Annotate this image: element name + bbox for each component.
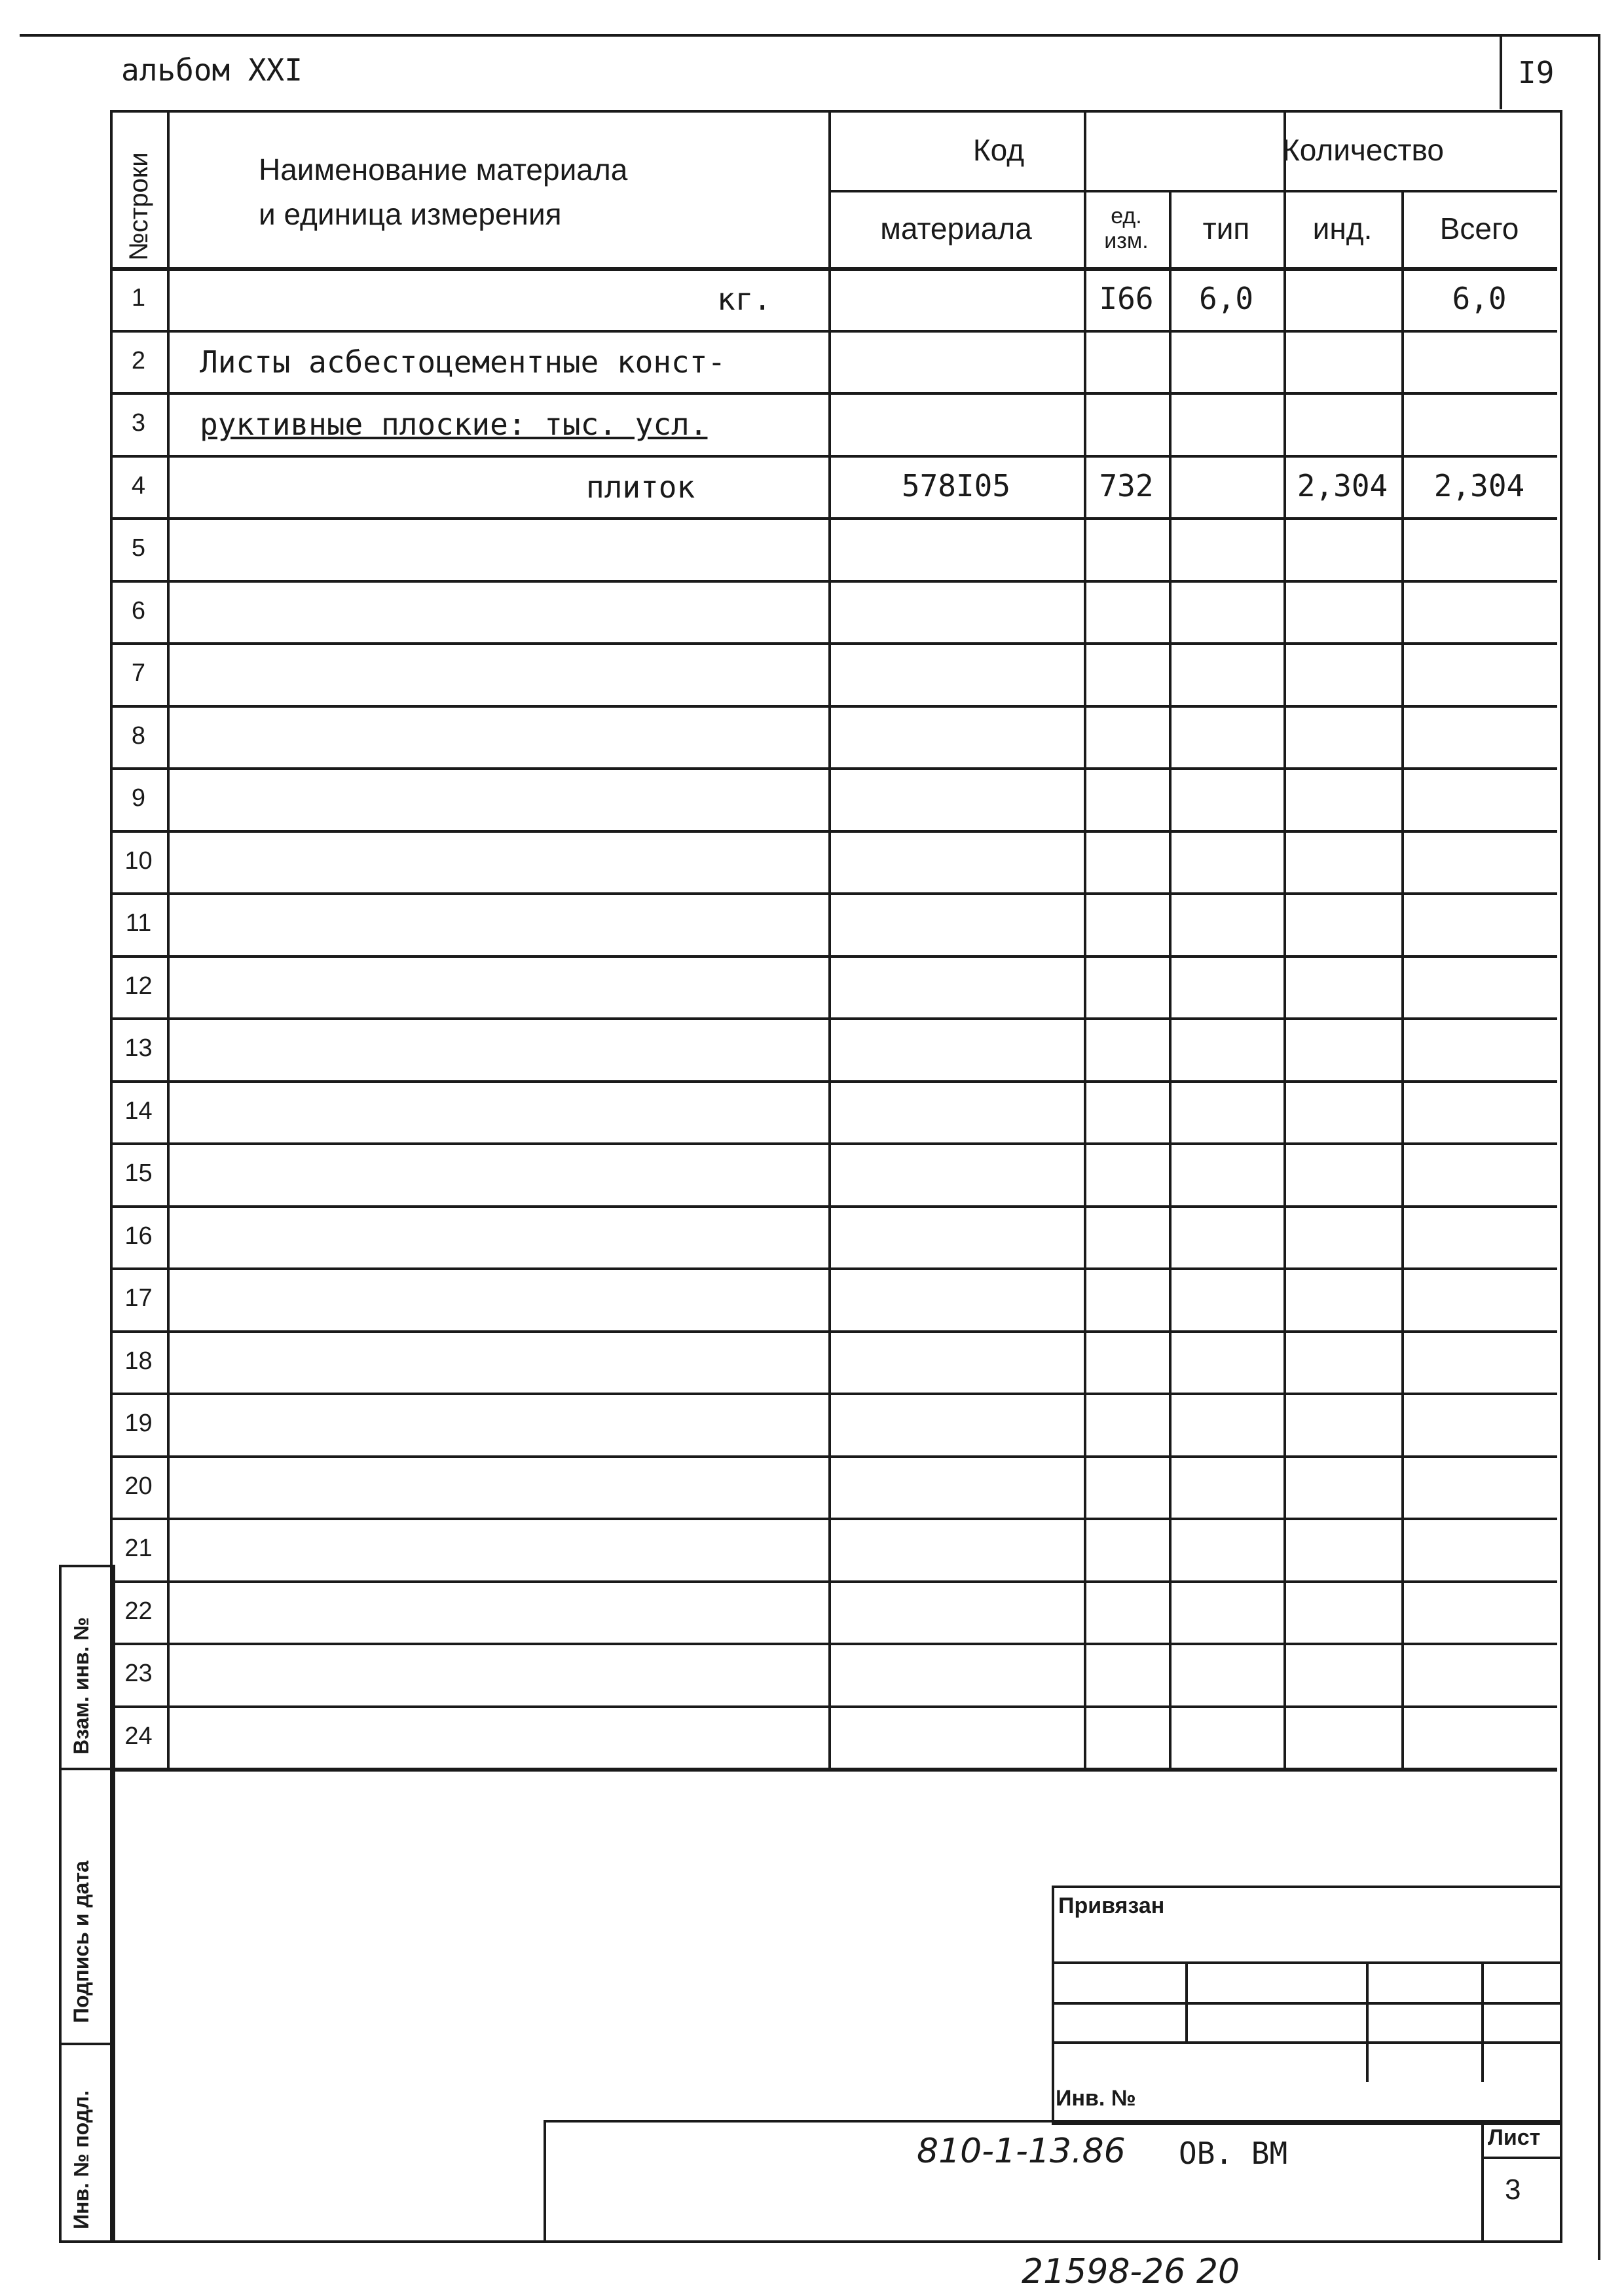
privyazan-label: Привязан [1058, 1893, 1165, 1918]
row-number: 4 [131, 471, 146, 500]
row-line [110, 1205, 1557, 1208]
row-number: 16 [124, 1222, 153, 1250]
side-stamp-divider-1 [59, 1768, 113, 1770]
row-line [110, 1017, 1557, 1020]
row-number: 11 [125, 909, 152, 938]
row-name: руктивные плоские: тыс. усл. [200, 407, 708, 442]
row-unit: 732 [1099, 468, 1154, 504]
row-line [110, 392, 1557, 395]
row-number: 1 [131, 284, 146, 312]
row-number: 12 [124, 972, 153, 1000]
table-col-line-4 [1169, 190, 1172, 1768]
row-number: 2 [131, 346, 146, 374]
row-line [110, 892, 1557, 895]
sheet-number: 3 [1505, 2174, 1521, 2206]
row-name: кг. [717, 282, 772, 317]
row-qty-type: 6,0 [1198, 280, 1254, 316]
header-code-material: материала [880, 211, 1032, 246]
row-line [110, 517, 1557, 520]
doc-suffix: ОВ. ВМ [1179, 2136, 1288, 2171]
row-number: 18 [124, 1347, 153, 1375]
row-line [110, 330, 1557, 333]
inv-no-label: Инв. № [1056, 2086, 1136, 2111]
row-number: 15 [124, 1159, 153, 1188]
table-col-line-6 [1401, 190, 1404, 1768]
row-number: 14 [124, 1097, 153, 1125]
sheet-label-divider [1481, 2157, 1560, 2159]
row-line [110, 830, 1557, 833]
top-border [20, 34, 1598, 37]
header-row-no: №строки [124, 152, 153, 261]
footer-number: 21598-26 20 [1022, 2252, 1240, 2291]
row-line [110, 1768, 1557, 1772]
header-bottom-line [110, 267, 1557, 271]
privyazan-col-3 [1481, 1961, 1484, 2082]
sheet-divider [1481, 2120, 1484, 2240]
privyazan-col-2 [1366, 1961, 1369, 2082]
row-number: 8 [131, 721, 146, 750]
row-number: 19 [124, 1410, 153, 1438]
page-number-divider [1500, 34, 1502, 109]
header-qty-total: Всего [1439, 211, 1519, 246]
row-line [110, 1643, 1557, 1645]
row-unit: I66 [1099, 280, 1154, 316]
row-line [110, 642, 1557, 645]
row-number: 9 [131, 784, 146, 812]
row-line [110, 1705, 1557, 1708]
header-quantity: Количество [1282, 133, 1445, 167]
row-line [110, 955, 1557, 958]
row-number: 6 [131, 596, 146, 625]
row-qty-total: 2,304 [1433, 468, 1525, 504]
row-line [110, 1455, 1557, 1458]
row-number: 20 [124, 1472, 153, 1500]
row-line [110, 705, 1557, 708]
header-code-unit: ед. изм. [1104, 204, 1149, 253]
row-line [110, 580, 1557, 583]
row-code: 578I05 [901, 468, 1011, 504]
album-title: альбом XXI [121, 52, 303, 88]
doc-code: 810-1-13.86 [917, 2132, 1126, 2171]
header-qty-type: тип [1202, 211, 1250, 246]
row-line [110, 1267, 1557, 1270]
row-qty-total: 6,0 [1452, 280, 1507, 316]
row-name: плиток [586, 469, 695, 505]
side-stamp-vzam: Взам. инв. № [69, 1617, 93, 1755]
row-number: 17 [124, 1285, 153, 1313]
row-number: 21 [124, 1535, 153, 1563]
row-number: 7 [131, 659, 146, 687]
right-margin-line [1598, 34, 1600, 2260]
row-line [110, 1330, 1557, 1333]
side-stamp-divider-2 [59, 2043, 113, 2045]
row-number: 10 [124, 847, 153, 875]
row-line [110, 1518, 1557, 1520]
row-number: 3 [131, 409, 146, 437]
row-number: 5 [131, 534, 146, 562]
row-line [110, 767, 1557, 770]
row-number: 22 [124, 1597, 153, 1625]
header-qty-ind: инд. [1312, 211, 1373, 246]
row-name: Листы асбестоцементные конст- [200, 344, 726, 380]
row-line [110, 1580, 1557, 1583]
side-stamp-inv-podl: Инв. № подл. [69, 2090, 93, 2229]
row-number: 13 [124, 1034, 153, 1063]
privyazan-col-1 [1185, 1961, 1188, 2044]
row-qty-ind: 2,304 [1297, 468, 1388, 504]
row-number: 24 [124, 1722, 153, 1750]
row-line [110, 1142, 1557, 1145]
header-code: Код [972, 133, 1025, 167]
header-name: Наименование материала и единица измерения [259, 153, 628, 231]
sheet-label: Лист [1488, 2125, 1541, 2150]
row-line [110, 1080, 1557, 1083]
page-number: I9 [1518, 55, 1555, 90]
row-line [110, 1393, 1557, 1395]
row-number: 23 [124, 1660, 153, 1688]
side-stamp-podpis: Подпись и дата [69, 1861, 93, 2023]
